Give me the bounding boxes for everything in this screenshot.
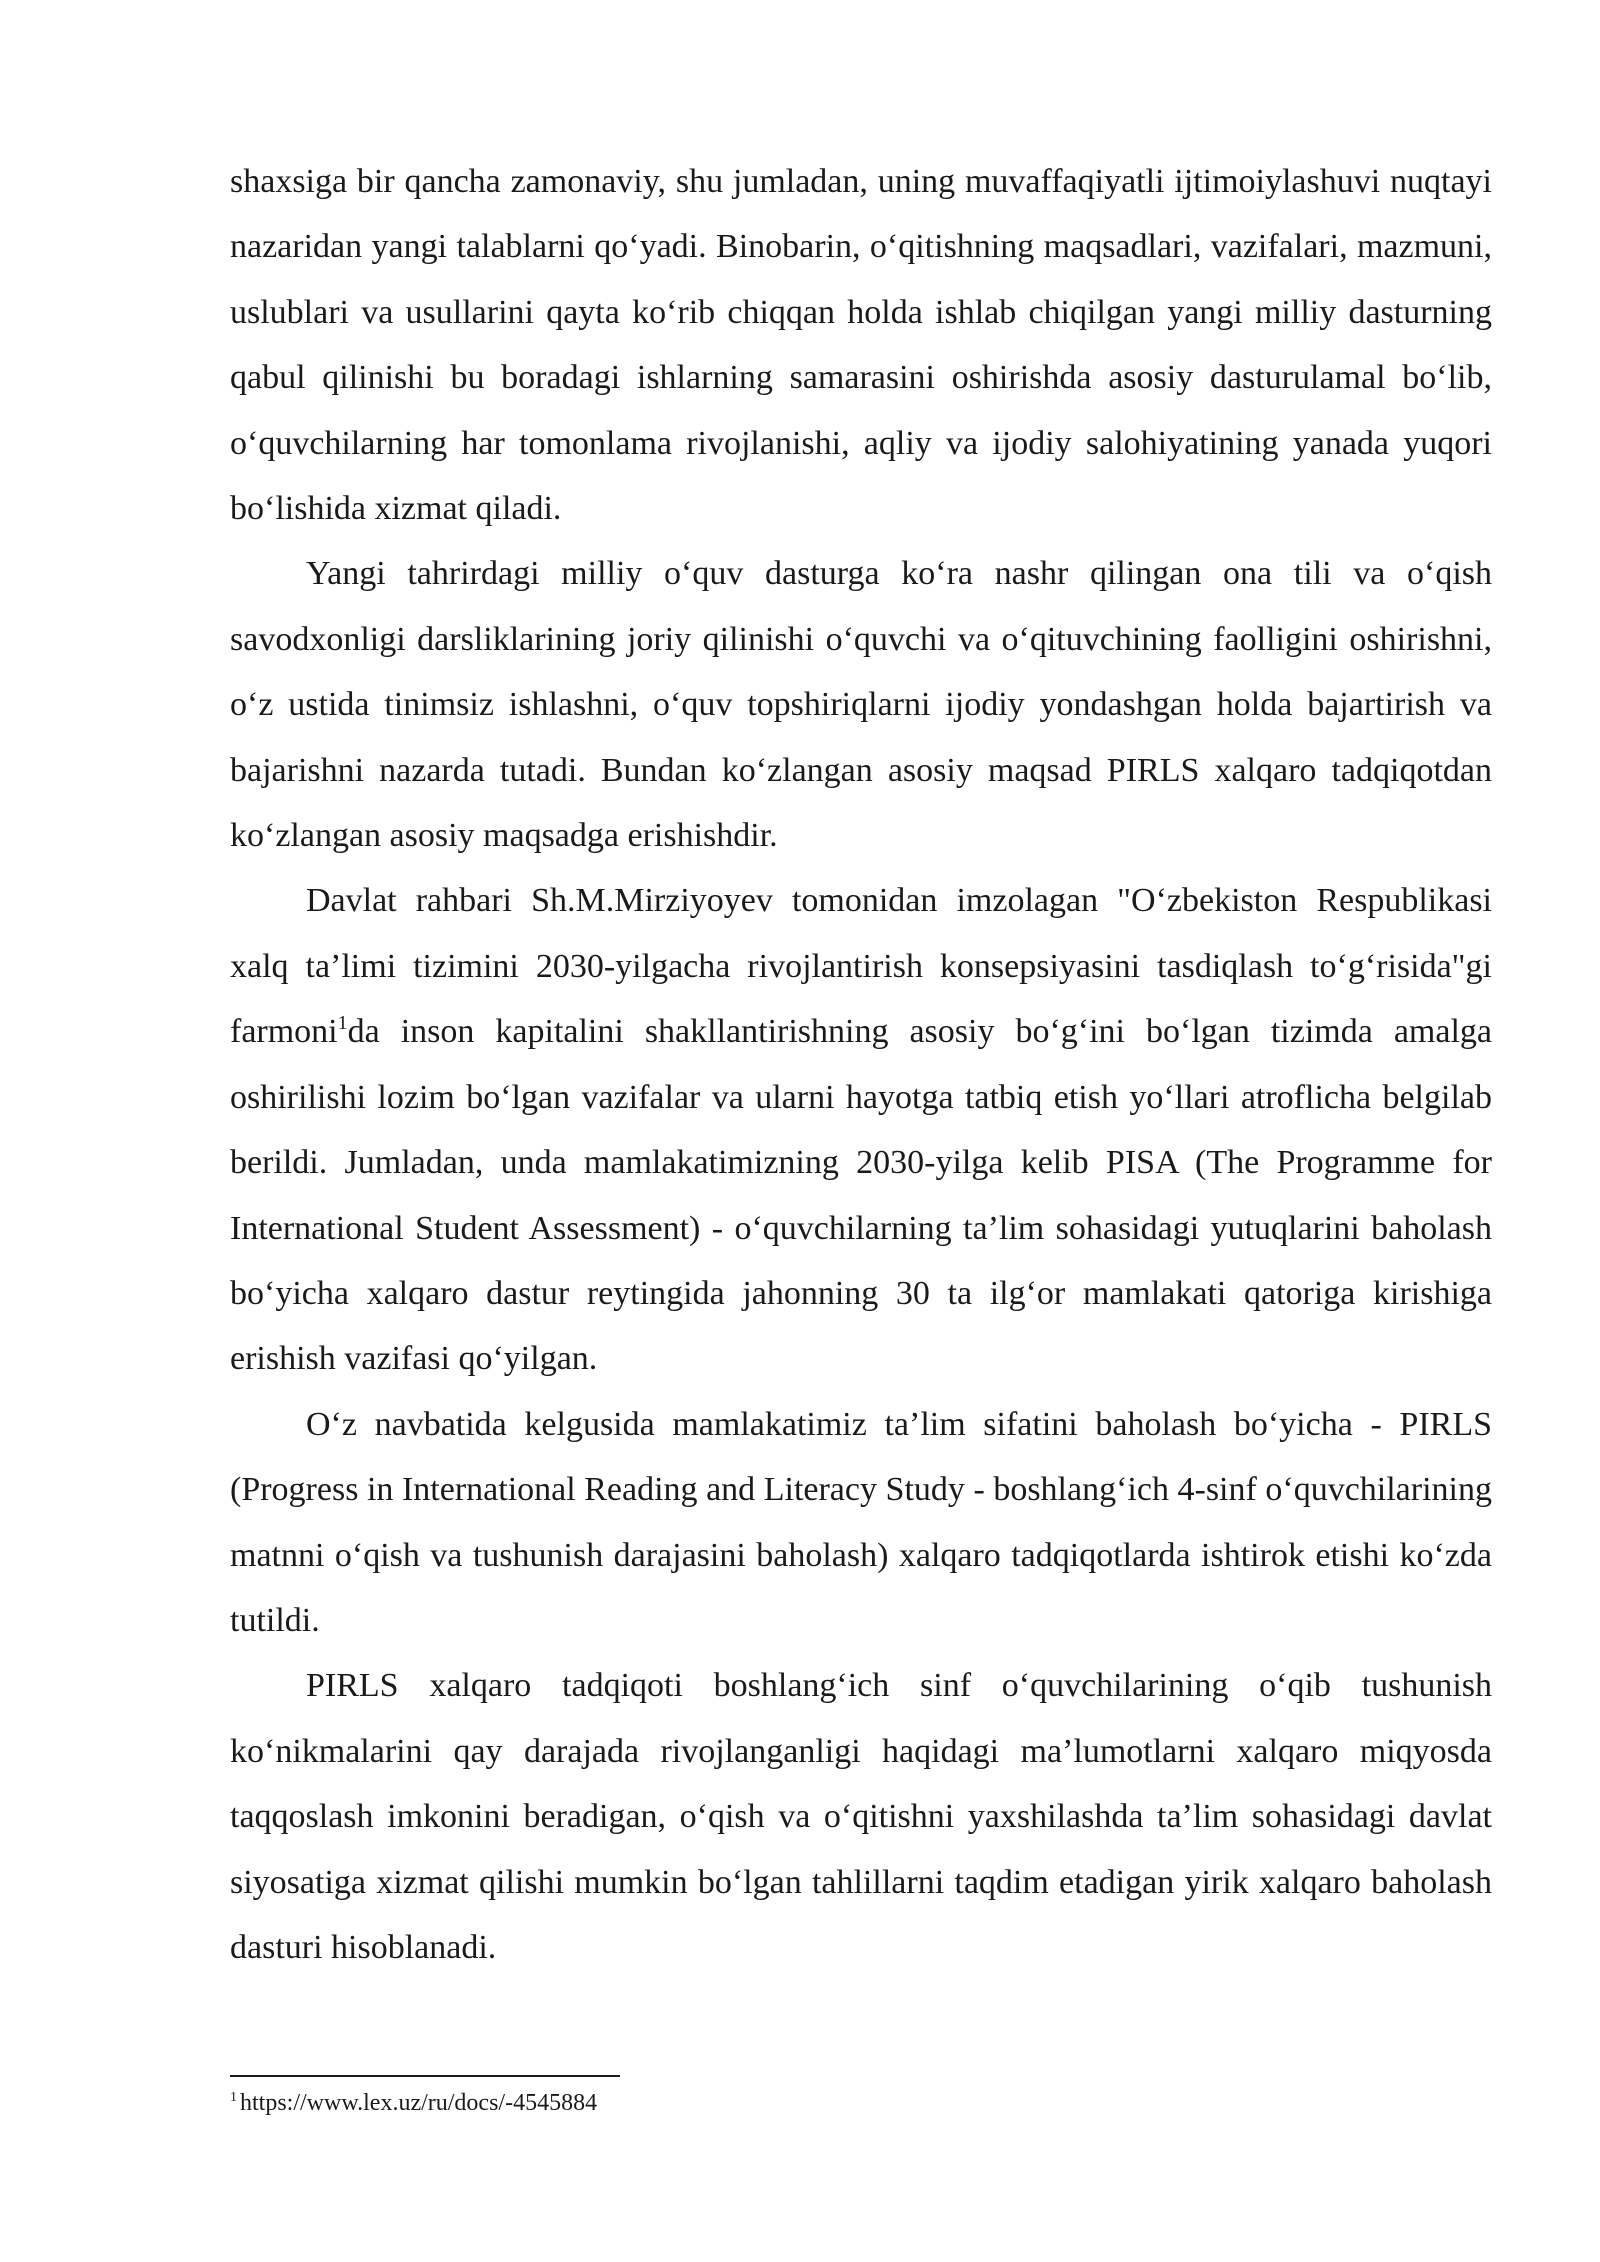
paragraph-3 (230, 868, 1492, 1391)
document-body (230, 149, 1492, 1980)
paragraph-3-text-end: da inson kapitalini shakllantirishning asosiy bo‘g‘ini bo‘lgan tizimda amalga oshirilishi lozim bo‘lgan vazifalar va ularni hayotga tatbiq etish yo‘llari atroflicha belgilab berildi. Jumladan, unda mamlakatimizning 2030-yilga kelib PISA (The Programme for International Student Assessment) - o‘quvchilarning ta’lim sohasidagi yutuqlarini baholash bo‘yicha xalqaro dastur reytingida jahonning 30 ta ilg‘or mamlakati qatoriga kirishiga erishish vazifasi qo‘yilgan. (230, 1013, 1492, 1378)
paragraph-4: O‘z navbatida kelgusida mamlakatimiz ta’lim sifatini baholash bo‘yicha - PIRLS (Progress in International Reading and Literacy Study - boshlang‘ich 4-sinf o‘quvchilarining matnni o‘qish va tushunish darajasini baholash) xalqaro tadqiqotlarda ishtirok etishi ko‘zda tutildi. (230, 1405, 1492, 1639)
paragraph-1: shaxsiga bir qancha zamonaviy, shu jumladan, uning muvaffaqiyatli ijtimoiylashuvi nuqtayi nazaridan yangi talablarni qo‘yadi. Binobarin, o‘qitishning maqsadlari, vazifalari, mazmuni, uslublari va usullarini qayta ko‘rib chiqqan holda ishlab chiqilgan yangi milliy dasturning qabul qilinishi bu boradagi ishlarning samarasini oshirishda asosiy dasturulamal bo‘lib, o‘quvchilarning har tomonlama rivojlanishi, aqliy va ijodiy salohiyatining yanada yuqori bo‘lishida xizmat qiladi. (230, 163, 1492, 528)
footnote (230, 2088, 1492, 2118)
footnote-link[interactable]: https://www.lex.uz/ru/docs/-4545884 (240, 2090, 598, 2116)
footnote-reference[interactable]: 1 (337, 1012, 348, 1035)
footnote-divider (230, 2075, 620, 2077)
footnote-marker: 1 (230, 2090, 237, 2105)
paragraph-5: PIRLS xalqaro tadqiqoti boshlang‘ich sinf o‘quvchilarining o‘qib tushunish ko‘nikmalarini qay darajada rivojlanganligi haqidagi ma’lumotlarni xalqaro miqyosda taqqoslash imkonini beradigan, o‘qish va o‘qitishni yaxshilashda ta’lim sohasidagi davlat siyosatiga xizmat qilishi mumkin bo‘lgan tahlillarni taqdim etadigan yirik xalqaro baholash dasturi hisoblanadi. (230, 1667, 1492, 1966)
paragraph-3-text-start: Davlat rahbari Sh.M.Mirziyoyev tomonidan imzolagan "O‘zbekiston Respublikasi xalq ta’limi tizimini 2030-yilgacha rivojlantirish konsepsiyasini tasdiqlash to‘g‘risida"gi farmoni (230, 882, 1492, 1051)
paragraph-2: Yangi tahrirdagi milliy o‘quv dasturga ko‘ra nashr qilingan ona tili va o‘qish savodxonligi darsliklarining joriy qilinishi o‘quvchi va o‘qituvchining faolligini oshirishni, o‘z ustida tinimsiz ishlashni, o‘quv topshiriqlarni ijodiy yondashgan holda bajartirish va bajarishni nazarda tutadi. Bundan ko‘zlangan asosiy maqsad PIRLS xalqaro tadqiqotdan ko‘zlangan asosiy maqsadga erishishdir. (230, 555, 1492, 855)
